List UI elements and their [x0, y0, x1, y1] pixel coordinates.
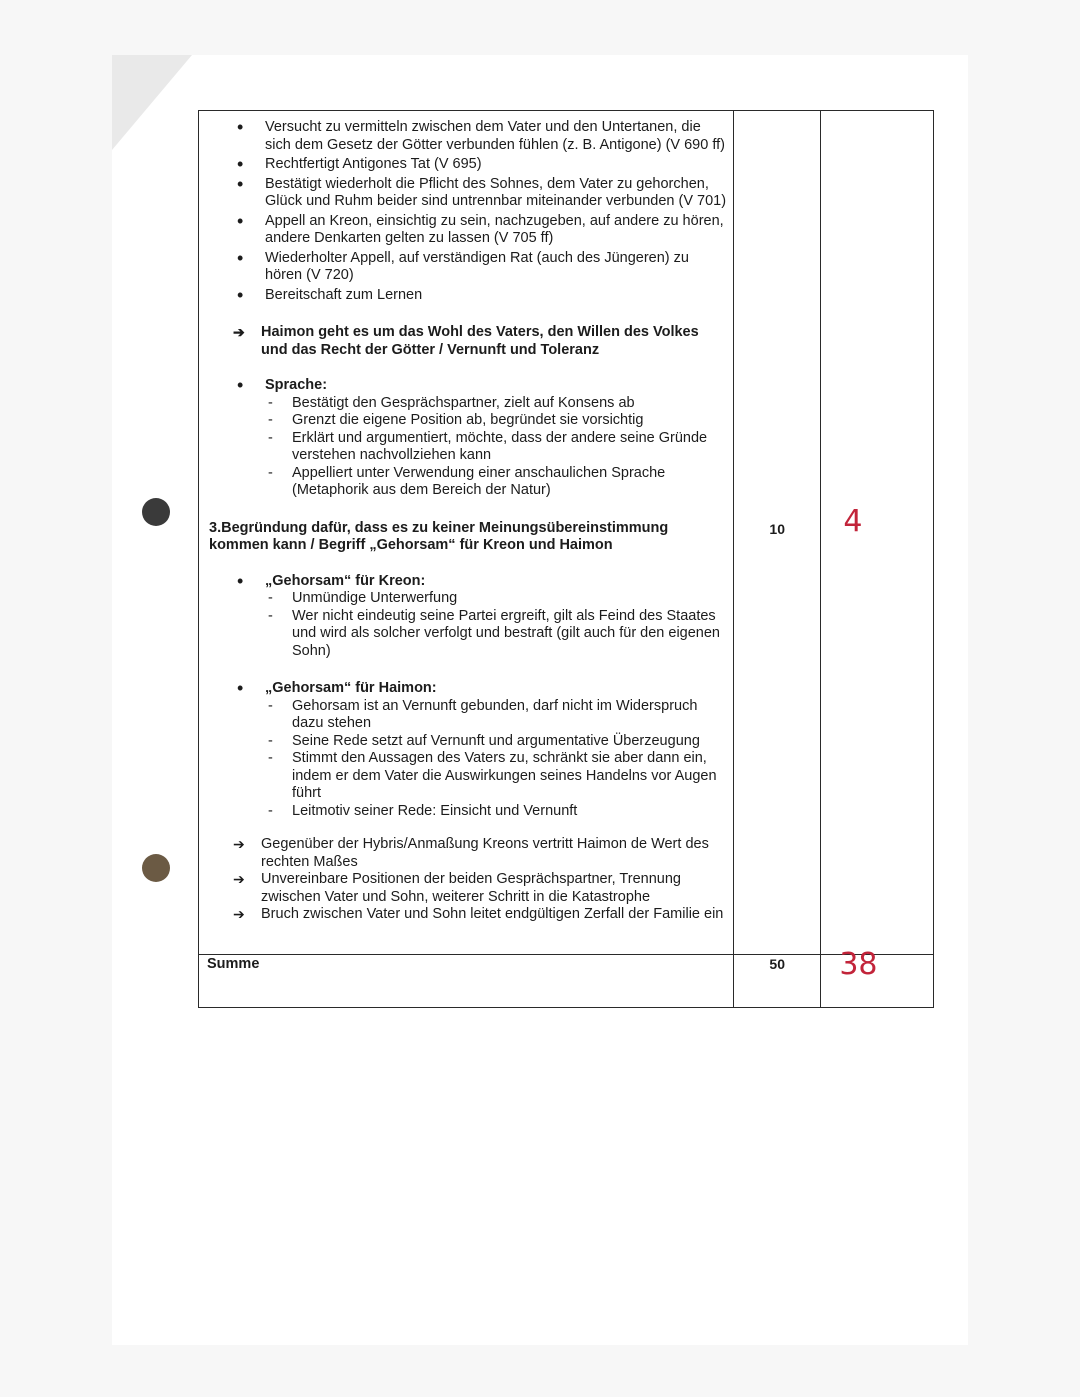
list-item: - Grenzt die eigene Position ab, begründet sie vorsichtig: [292, 412, 727, 430]
list-item: - Appelliert unter Verwendung einer anschaulichen Sprache (Metaphorik aus dem Bereich der Natur): [292, 465, 727, 500]
achieved-points-handwritten: 4: [843, 504, 863, 539]
list-item: [265, 573, 727, 661]
sum-label: Summe: [199, 954, 734, 1007]
punch-hole-lower: [142, 854, 170, 882]
criteria-row: [199, 111, 934, 955]
sum-row: [199, 954, 934, 1007]
haimon-points-list: [209, 119, 727, 304]
haimon-title: • „Gehorsam“ für Haimon:: [265, 680, 437, 696]
list-item: - Erklärt und argumentiert, möchte, dass der andere seine Gründe verstehen nachvollziehen kann: [292, 430, 727, 465]
list-item: - Leitmotiv seiner Rede: Einsicht und Vernunft: [292, 803, 727, 821]
grading-table: [198, 110, 934, 1008]
list-item: • Bereitschaft zum Lernen: [265, 287, 727, 305]
list-item: - Gehorsam ist an Vernunft gebunden, darf nicht im Widerspruch dazu stehen: [292, 698, 727, 733]
list-item: • Appell an Kreon, einsichtig zu sein, nachzugeben, auf andere zu hören, andere Denkarten gelten zu lassen (V 705 ff): [265, 213, 727, 248]
list-item: • Bestätigt wiederholt die Pflicht des Sohnes, dem Vater zu gehorchen, Glück und Ruhm beider sind untrennbar miteinander verbunden (V 701): [265, 176, 727, 211]
sum-achieved-cell: [821, 946, 934, 1007]
language-section: [209, 377, 727, 500]
list-item: - Bestätigt den Gesprächspartner, zielt auf Konsens ab: [292, 395, 727, 413]
section-heading: 3.Begründung dafür, dass es zu keiner Meinungsübereinstimmung kommen kann / Begriff „Gehorsam“ für Kreon und Haimon: [209, 519, 669, 553]
list-item: • Versucht zu vermitteln zwischen dem Vater und den Untertanen, die sich dem Gesetz der Götter verbunden fühlen (z. B. Antigone) (V 690 ff): [265, 119, 727, 154]
list-item: - Wer nicht eindeutig seine Partei ergreift, gilt als Feind des Staates und wird als solcher verfolgt und bestraft (gilt auch für den eigenen Sohn): [292, 608, 727, 661]
list-item: [265, 377, 727, 500]
list-item: • Wiederholter Appell, auf verständigen Rat (auch des Jüngeren) zu hören (V 720): [265, 250, 727, 285]
language-items: [265, 395, 727, 500]
kreon-title: • „Gehorsam“ für Kreon:: [265, 572, 426, 589]
kreon-section: [209, 573, 727, 661]
conclusion-arrows: [209, 836, 727, 924]
kreon-items: [265, 590, 727, 660]
language-title: • Sprache:: [265, 377, 328, 393]
conclusion-arrow: ➔ Gegenüber der Hybris/Anmaßung Kreons vertritt Haimon de Wert des rechten Maßes: [261, 836, 727, 871]
list-item: - Stimmt den Aussagen des Vaters zu, schränkt sie aber dann ein, indem er dem Vater die Auswirkungen seines Handelns vor Augen führt: [292, 750, 727, 803]
haimon-section: [209, 680, 727, 820]
sum-achieved-handwritten: 38: [839, 946, 878, 982]
list-item: [265, 680, 727, 820]
list-item: - Unmündige Unterwerfung: [292, 590, 727, 608]
criteria-cell: [199, 111, 734, 955]
conclusion-list: [209, 324, 727, 359]
punch-hole-upper: [142, 498, 170, 526]
achieved-points-cell: [821, 111, 934, 955]
max-points-cell: 10: [734, 111, 821, 955]
folded-corner: [112, 55, 192, 150]
list-item: • Rechtfertigt Antigones Tat (V 695): [265, 156, 727, 174]
conclusion-arrow: ➔ Bruch zwischen Vater und Sohn leitet endgültigen Zerfall der Familie ein: [261, 906, 727, 924]
haimon-items: [265, 698, 727, 821]
conclusion-arrow: ➔ Unvereinbare Positionen der beiden Gesprächspartner, Trennung zwischen Vater und Sohn, weiterer Schritt in die Katastrophe: [261, 871, 727, 906]
conclusion-arrow: ➔ Haimon geht es um das Wohl des Vaters, den Willen des Volkes und das Recht der Götter / Vernunft und Toleranz: [261, 324, 727, 359]
sum-max-points: 50: [734, 954, 821, 1007]
list-item: - Seine Rede setzt auf Vernunft und argumentative Überzeugung: [292, 733, 727, 751]
